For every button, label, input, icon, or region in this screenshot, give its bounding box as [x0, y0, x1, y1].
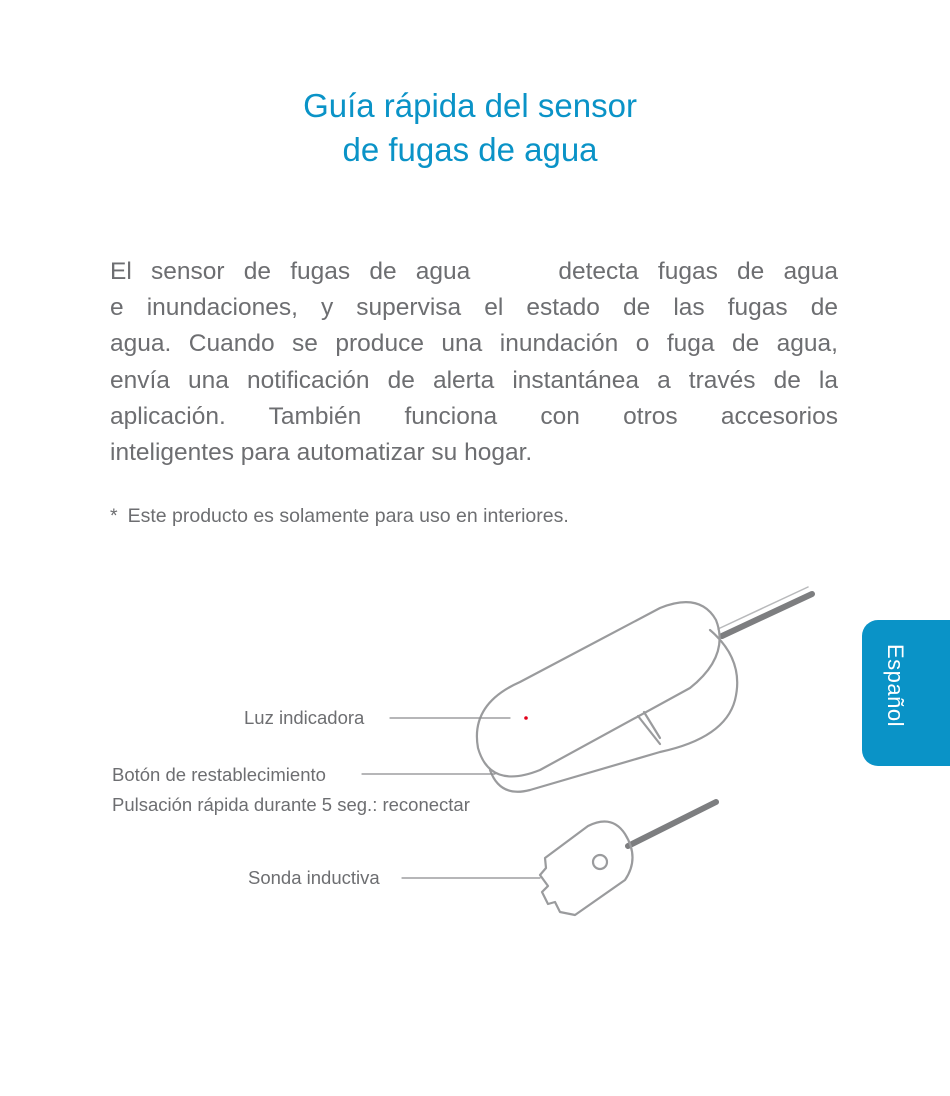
intro-line-2: e inundaciones, y supervisa el estado de las fugas de [110, 294, 838, 322]
reset-button-label: Botón de restablecimiento [112, 764, 326, 785]
intro-line-1b: detecta fugas de agua [558, 258, 838, 285]
title-line-2: de fugas de agua [342, 131, 598, 168]
indicator-light-label: Luz indicadora [244, 707, 365, 728]
reset-button-detail: Pulsación rápida durante 5 seg.: reconectar [112, 794, 470, 815]
intro-line-5: aplicación. También funciona con otros accesorios [110, 402, 838, 430]
note-text: Este producto es solamente para uso en interiores. [127, 505, 569, 527]
intro-line-3: agua. Cuando se produce una inundación o fuga de agua, [110, 330, 838, 358]
intro-line-4: envía una notificación de alerta instantánea a través de la [110, 366, 838, 394]
sensor-lower-shell [490, 630, 737, 792]
title-line-1: Guía rápida del sensor [303, 87, 637, 124]
intro-line-1a: El sensor de fugas de agua [110, 258, 471, 285]
note-marker: * [110, 505, 118, 527]
language-tab-label: Español [883, 644, 908, 728]
probe-label: Sonda inductiva [248, 867, 380, 888]
indicator-light [524, 716, 528, 720]
sensor-cable [722, 594, 812, 636]
probe-cable [628, 802, 716, 846]
probe-head [540, 822, 633, 916]
intro-line-6: inteligentes para automatizar su hogar. [110, 439, 533, 467]
sensor-body [477, 602, 720, 776]
